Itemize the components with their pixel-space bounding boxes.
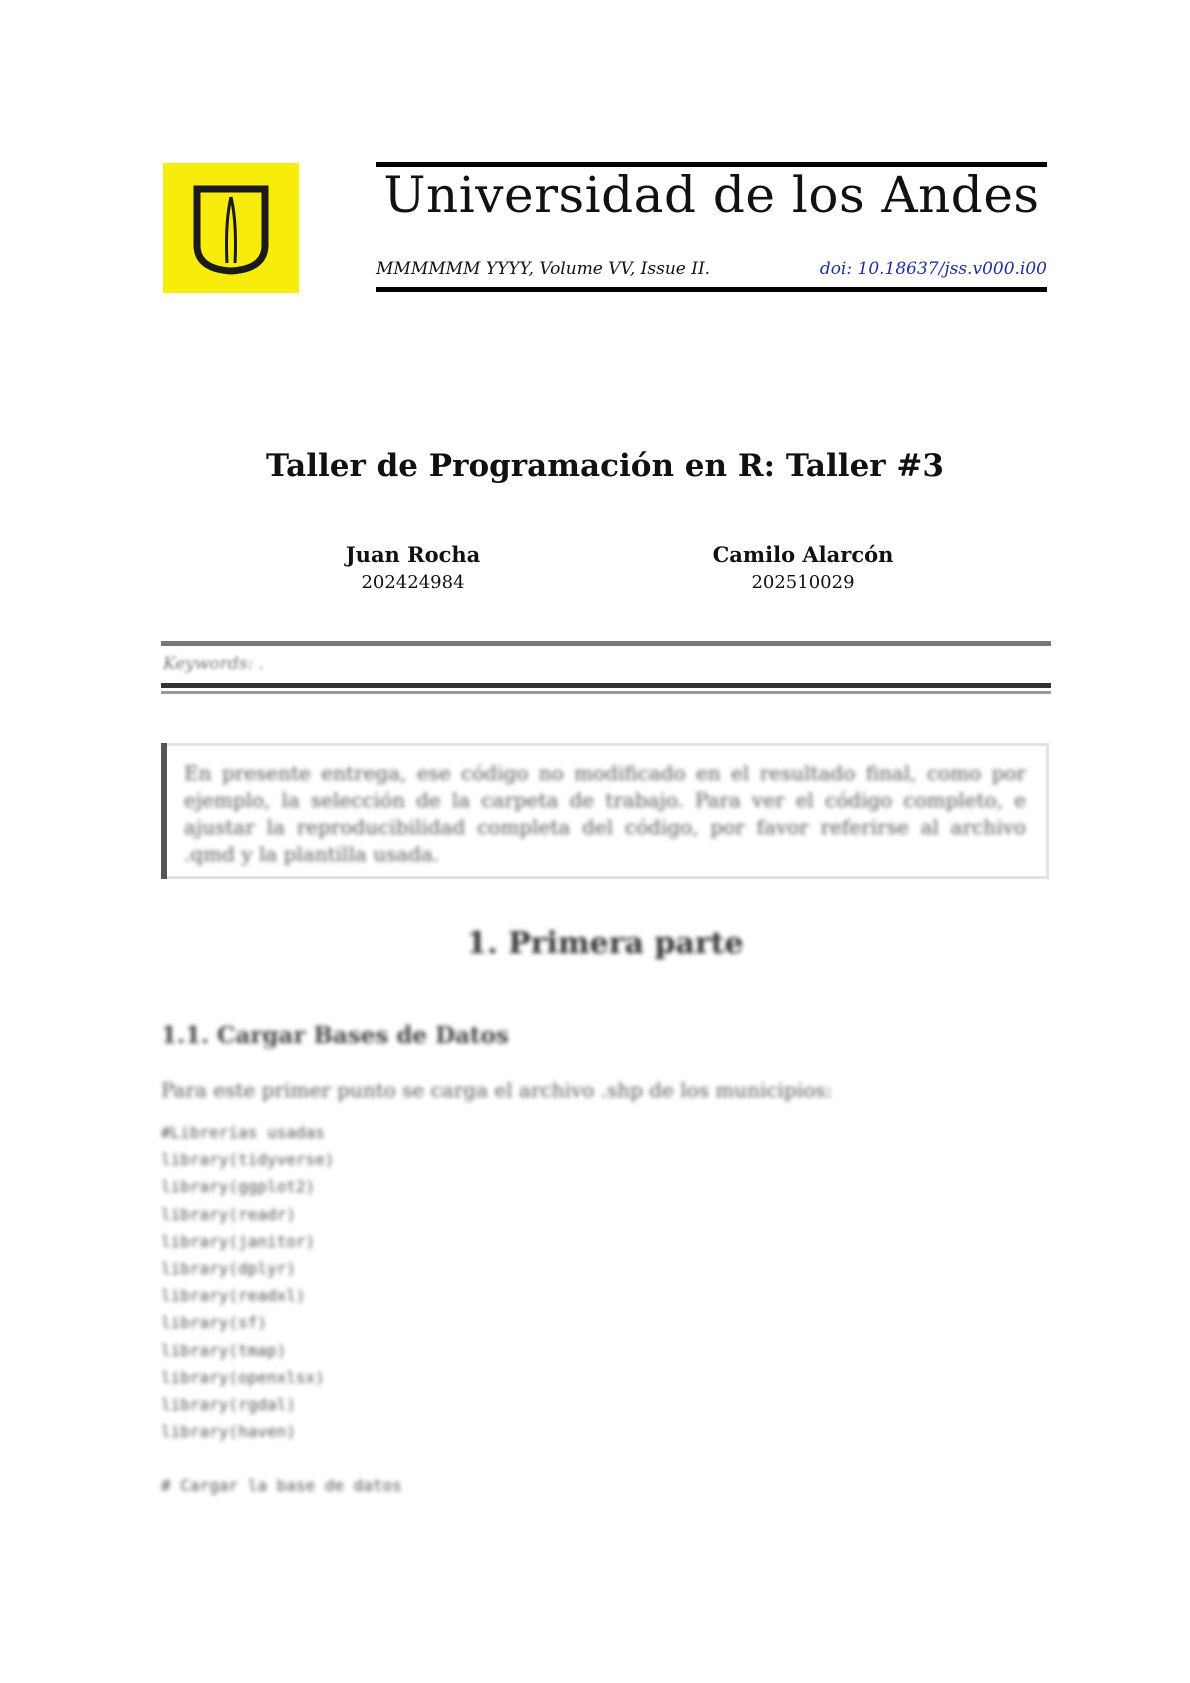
author-block [653, 540, 953, 596]
paper-title: Taller de Programación en R: Taller #3 [266, 448, 944, 484]
keywords-label: Keywords: . [163, 654, 264, 674]
code-line: library(openxlsx) [161, 1367, 325, 1387]
author-name: Juan Rocha [345, 542, 481, 567]
code-block [161, 1119, 334, 1445]
code-line: library(tidyverse) [161, 1150, 335, 1170]
note-box [161, 743, 1049, 879]
author-id: 202510029 [751, 572, 855, 593]
code-comment: # Cargar la base de datos [161, 1476, 402, 1495]
code-line: library(dplyr) [161, 1259, 296, 1279]
author-name: Camilo Alarcón [712, 542, 894, 567]
summary-bottom-rule [161, 683, 1051, 688]
doi-link[interactable]: doi: 10.18637/jss.v000.i00 [819, 259, 1047, 279]
note-text: En presente entrega, ese código no modificado en el resultado final, como por ejemplo, la selección de la carpeta de trabajo. Para ver el código completo, e ajustar la reproducibilidad completa del código, por favor referirse al archivo .qmd y la plantilla usada. [184, 761, 1026, 866]
code-line: library(rgdal) [161, 1395, 296, 1415]
code-line: library(readr) [161, 1204, 296, 1224]
code-line: library(haven) [161, 1422, 296, 1442]
note-accent-bar [161, 743, 167, 879]
subsection-heading: 1.1. Cargar Bases de Datos [161, 1022, 509, 1049]
paragraph: Para este primer punto se carga el archivo .shp de los municipios: [161, 1078, 833, 1102]
code-line: #Librerías usadas [161, 1123, 325, 1142]
section-heading: 1. Primera parte [466, 926, 744, 961]
code-line: library(readxl) [161, 1286, 306, 1306]
shield-logo-icon [189, 183, 273, 275]
summary-bottom-rule-thin [161, 691, 1051, 694]
summary-top-rule [161, 641, 1051, 646]
code-line: library(janitor) [161, 1231, 316, 1251]
code-line: library(ggplot2) [161, 1177, 316, 1197]
university-logo [163, 163, 299, 293]
journal-info-line [376, 258, 1047, 280]
author-id: 202424984 [361, 572, 465, 593]
code-line: library(tmap) [161, 1340, 287, 1360]
university-name: Universidad de los Andes [383, 166, 1040, 224]
journal-issue: MMMMMM YYYY, Volume VV, Issue II. [376, 259, 711, 279]
header-bottom-rule [376, 287, 1047, 292]
code-line: library(sf) [161, 1313, 267, 1333]
author-block [263, 540, 563, 596]
